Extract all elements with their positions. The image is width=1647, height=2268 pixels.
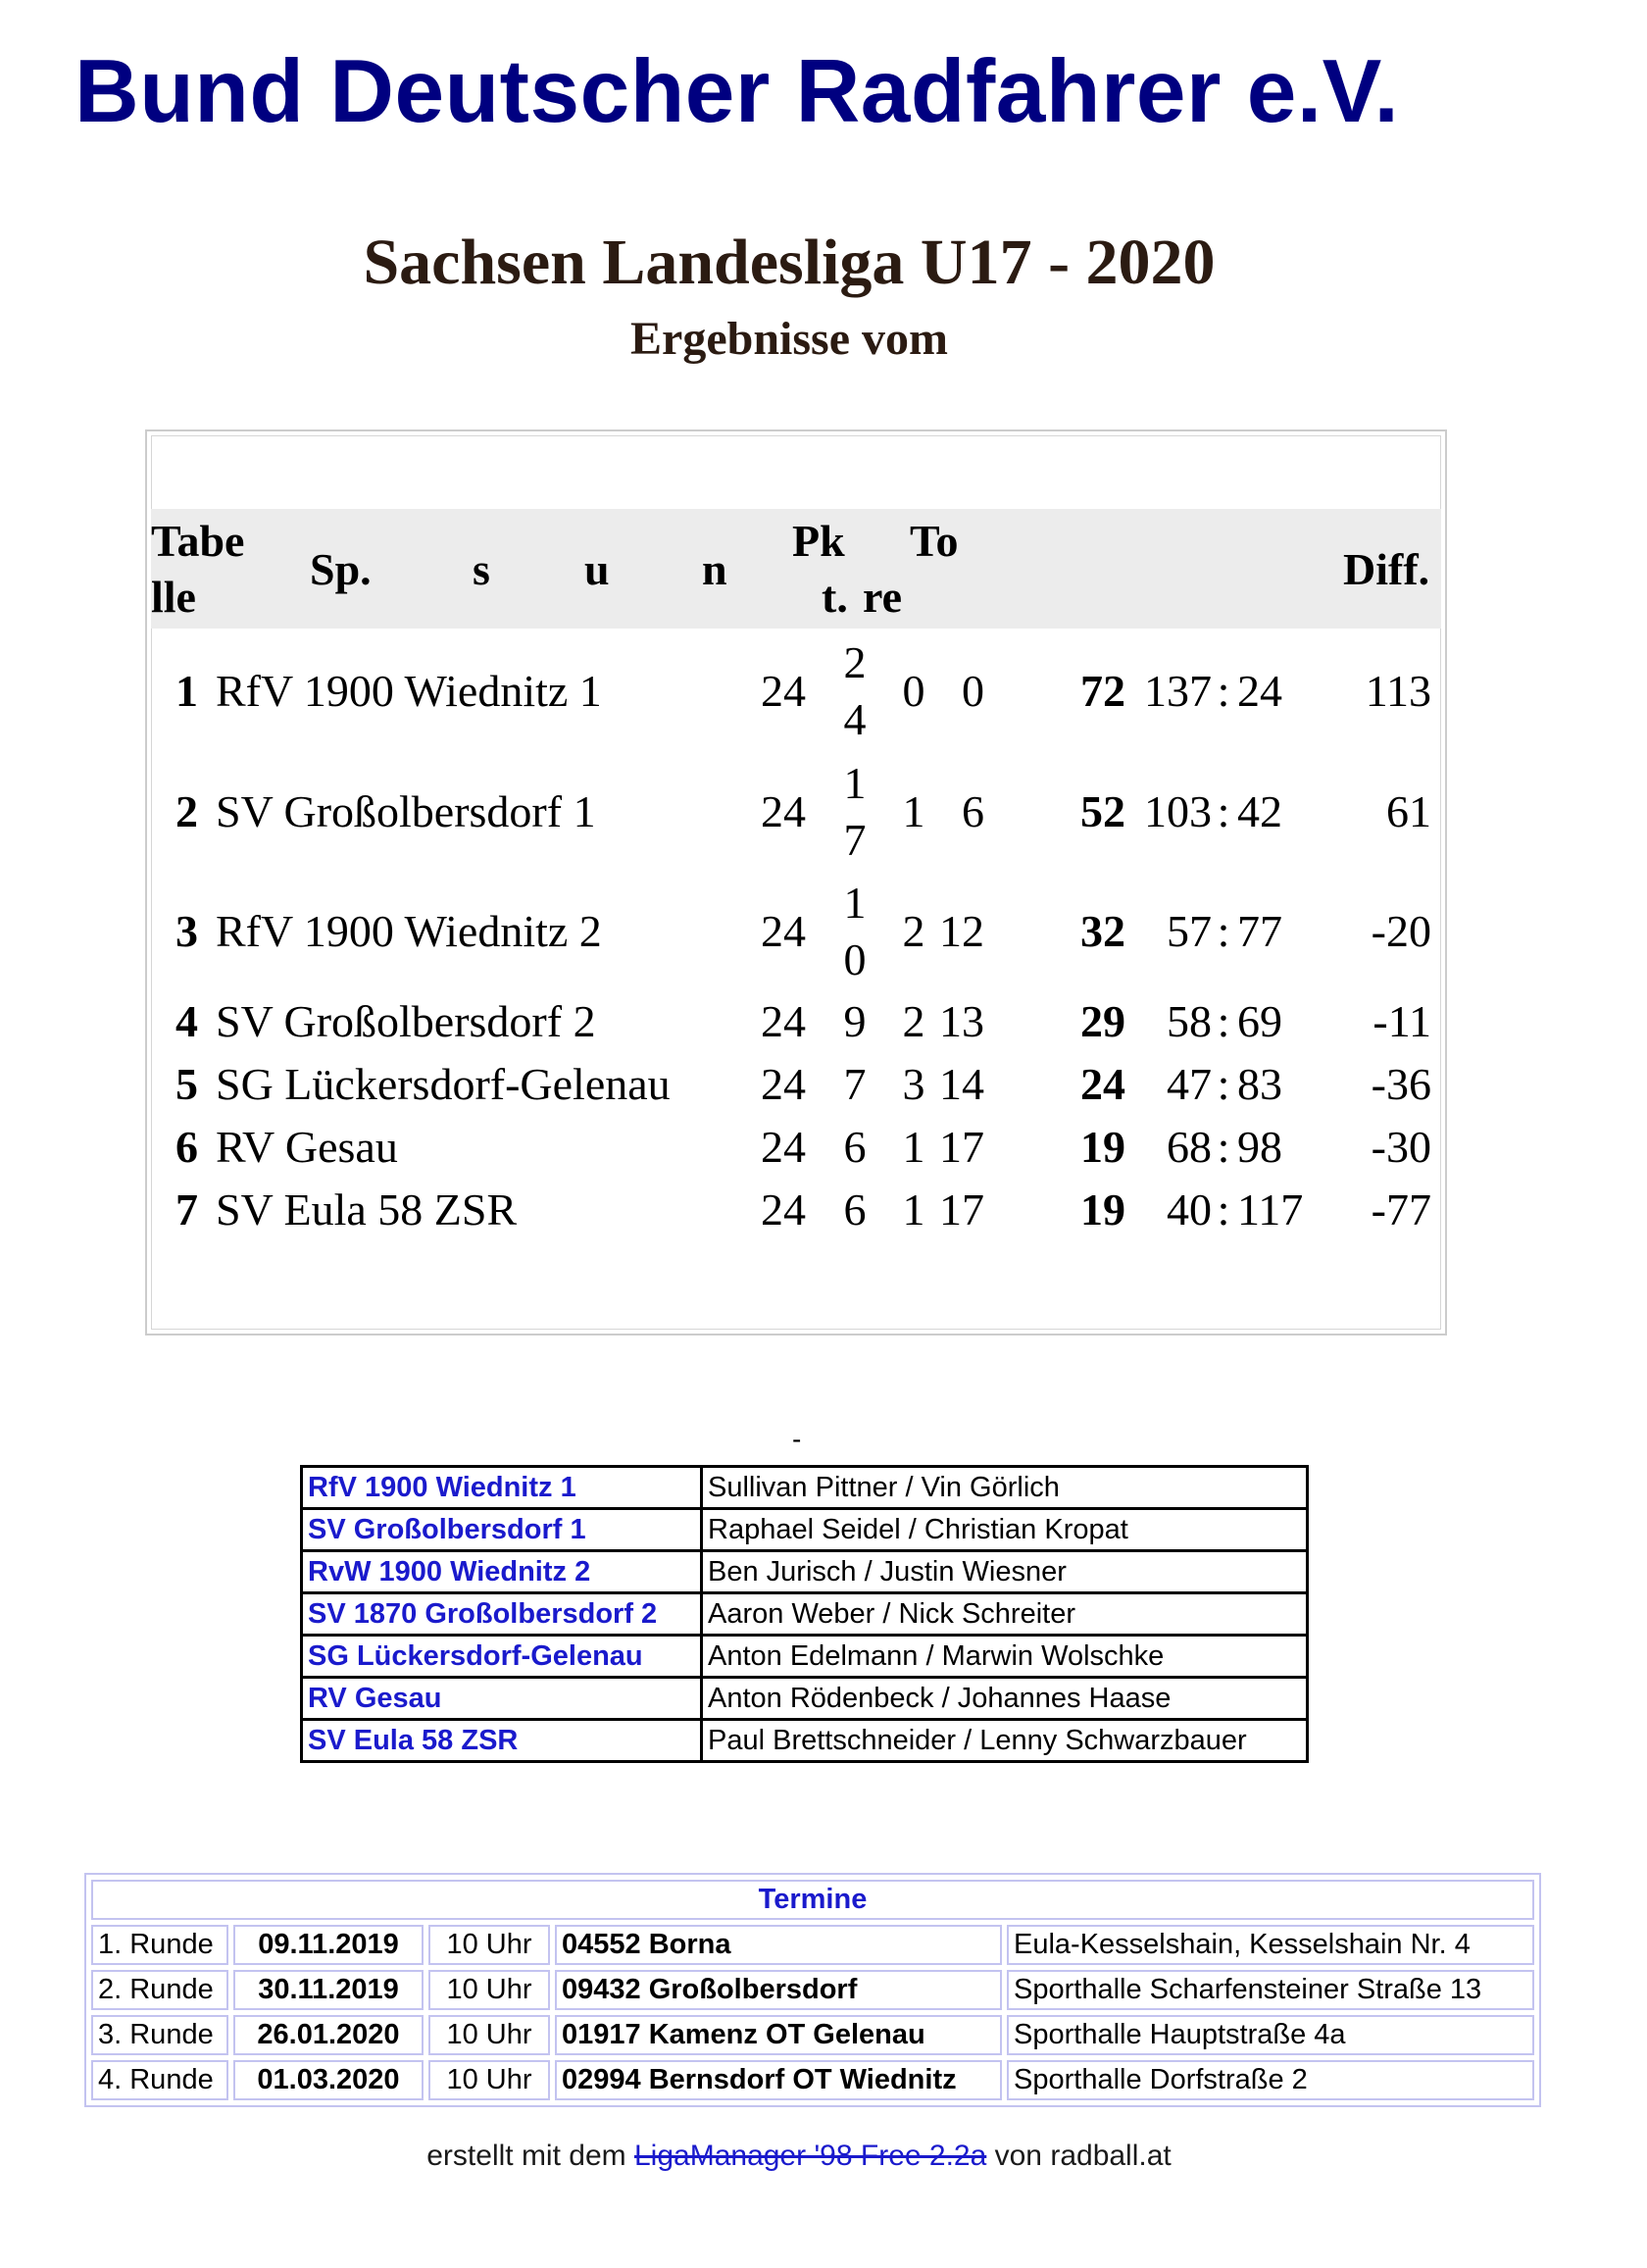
- row-3-rank: 3: [175, 906, 198, 956]
- league-title: Sachsen Landesliga U17 - 2020: [363, 227, 1216, 298]
- roster-players: Raphael Seidel / Christian Kropat: [702, 1509, 1308, 1551]
- row-1-sp: 24: [761, 666, 806, 716]
- row-4-sep: :: [1217, 996, 1230, 1046]
- footer-suffix: von radball.at: [994, 2140, 1172, 2172]
- roster-row: [302, 1551, 1308, 1593]
- row-5-sp: 24: [761, 1059, 806, 1109]
- results-subtitle: Ergebnisse vom: [630, 313, 948, 365]
- row-7-goals-against: 117: [1237, 1184, 1304, 1235]
- row-1-u: 0: [902, 666, 925, 716]
- row-7-n: 17: [939, 1184, 984, 1235]
- row-2-s-2: 7: [843, 815, 867, 865]
- row-1-goals-for: 137: [1144, 666, 1212, 716]
- termine-city: 02994 Bernsdorf OT Wiednitz: [555, 2060, 1002, 2100]
- roster-row: [302, 1593, 1308, 1636]
- termine-caption: Termine: [91, 1880, 1534, 1920]
- termine-venue: Sporthalle Hauptstraße 4a: [1007, 2015, 1534, 2055]
- row-7-s: 6: [843, 1184, 867, 1235]
- termine-date: 09.11.2019: [233, 1925, 424, 1965]
- row-3-pkt: 32: [1080, 906, 1125, 956]
- row-2-team: SV Großolbersdorf 1: [216, 786, 596, 836]
- roster-row: [302, 1467, 1308, 1509]
- termine-city: 04552 Borna: [555, 1925, 1002, 1965]
- row-3-u: 2: [902, 906, 925, 956]
- header-sp: Sp.: [310, 544, 372, 594]
- row-7-goals-for: 40: [1167, 1184, 1212, 1235]
- roster-players: Paul Brettschneider / Lenny Schwarzbauer: [702, 1720, 1308, 1762]
- row-2-diff: 61: [1386, 786, 1431, 836]
- row-1-sep: :: [1217, 666, 1230, 716]
- row-4-pkt: 29: [1080, 996, 1125, 1046]
- org-title: Bund Deutscher Radfahrer e.V.: [75, 42, 1400, 141]
- row-7-pkt: 19: [1080, 1184, 1125, 1235]
- termine-venue: Eula-Kesselshain, Kesselshain Nr. 4: [1007, 1925, 1534, 1965]
- header-pkt-1: Pk: [792, 516, 845, 566]
- row-5-s: 7: [843, 1059, 867, 1109]
- row-5-sep: :: [1217, 1059, 1230, 1109]
- row-5-goals-against: 83: [1237, 1059, 1282, 1109]
- termine-city: 01917 Kamenz OT Gelenau: [555, 2015, 1002, 2055]
- header-pkt-2: t.: [822, 572, 848, 622]
- row-1-team: RfV 1900 Wiednitz 1: [216, 666, 602, 716]
- roster-row: [302, 1720, 1308, 1762]
- row-3-goals-against: 77: [1237, 906, 1282, 956]
- row-4-u: 2: [902, 996, 925, 1046]
- termine-row: [91, 2060, 1534, 2100]
- row-2-rank: 2: [175, 786, 198, 836]
- roster-players: Aaron Weber / Nick Schreiter: [702, 1593, 1308, 1636]
- row-4-sp: 24: [761, 996, 806, 1046]
- termine-date: 30.11.2019: [233, 1970, 424, 2010]
- row-2-pkt: 52: [1080, 786, 1125, 836]
- header-n: n: [702, 544, 727, 594]
- row-3-s-2: 0: [843, 934, 867, 984]
- row-4-diff: -11: [1372, 996, 1431, 1046]
- row-7-team: SV Eula 58 ZSR: [216, 1184, 518, 1235]
- termine-round: 1. Runde: [91, 1925, 228, 1965]
- row-2-sp: 24: [761, 786, 806, 836]
- row-1-n: 0: [962, 666, 984, 716]
- row-1-s-1: 2: [843, 637, 867, 687]
- roster-team: SV 1870 Großolbersdorf 2: [302, 1593, 702, 1636]
- header-s: s: [473, 544, 490, 594]
- row-6-goals-against: 98: [1237, 1122, 1282, 1172]
- row-3-sp: 24: [761, 906, 806, 956]
- row-3-diff: -20: [1371, 906, 1431, 956]
- roster-dash: -: [792, 1424, 802, 1454]
- header-tabelle-1: Tabe: [151, 516, 245, 566]
- termine-time: 10 Uhr: [428, 2015, 550, 2055]
- roster-team: SV Großolbersdorf 1: [302, 1509, 702, 1551]
- roster-team: RV Gesau: [302, 1678, 702, 1720]
- footer-prefix: erstellt mit dem: [426, 2140, 626, 2172]
- roster-team: SG Lückersdorf-Gelenau: [302, 1636, 702, 1678]
- roster-players: Anton Rödenbeck / Johannes Haase: [702, 1678, 1308, 1720]
- row-3-goals-for: 57: [1167, 906, 1212, 956]
- header-tore-1: To: [910, 516, 959, 566]
- termine-city: 09432 Großolbersdorf: [555, 1970, 1002, 2010]
- row-4-goals-against: 69: [1237, 996, 1282, 1046]
- termine-row: [91, 2015, 1534, 2055]
- row-6-sep: :: [1217, 1122, 1230, 1172]
- row-6-rank: 6: [175, 1122, 198, 1172]
- roster-row: [302, 1509, 1308, 1551]
- row-7-sp: 24: [761, 1184, 806, 1235]
- termine-round: 4. Runde: [91, 2060, 228, 2100]
- roster-table: [300, 1465, 1309, 1763]
- row-6-diff: -30: [1371, 1122, 1431, 1172]
- ligamanager-link[interactable]: LigaManager '98 Free 2.2a: [633, 2140, 987, 2172]
- row-2-goals-against: 42: [1237, 786, 1282, 836]
- row-5-diff: -36: [1371, 1059, 1431, 1109]
- roster-players: Anton Edelmann / Marwin Wolschke: [702, 1636, 1308, 1678]
- row-7-diff: -77: [1371, 1184, 1431, 1235]
- row-7-rank: 7: [175, 1184, 198, 1235]
- row-6-pkt: 19: [1080, 1122, 1125, 1172]
- row-6-sp: 24: [761, 1122, 806, 1172]
- termine-venue: Sporthalle Dorfstraße 2: [1007, 2060, 1534, 2100]
- row-3-sep: :: [1217, 906, 1230, 956]
- termine-row: [91, 1925, 1534, 1965]
- footer: [0, 2140, 1598, 2173]
- row-5-goals-for: 47: [1167, 1059, 1212, 1109]
- roster-team: RfV 1900 Wiednitz 1: [302, 1467, 702, 1509]
- termine-round: 2. Runde: [91, 1970, 228, 2010]
- row-7-sep: :: [1217, 1184, 1230, 1235]
- row-1-rank: 1: [175, 666, 198, 716]
- row-6-s: 6: [843, 1122, 867, 1172]
- row-5-n: 14: [939, 1059, 984, 1109]
- termine-venue: Sporthalle Scharfensteiner Straße 13: [1007, 1970, 1534, 2010]
- row-3-team: RfV 1900 Wiednitz 2: [216, 906, 602, 956]
- row-1-diff: 113: [1365, 666, 1431, 716]
- row-5-u: 3: [902, 1059, 925, 1109]
- roster-players: Ben Jurisch / Justin Wiesner: [702, 1551, 1308, 1593]
- row-6-goals-for: 68: [1167, 1122, 1212, 1172]
- termine-time: 10 Uhr: [428, 1970, 550, 2010]
- row-1-goals-against: 24: [1237, 666, 1282, 716]
- row-2-u: 1: [902, 786, 925, 836]
- row-2-goals-for: 103: [1144, 786, 1212, 836]
- roster-players: Sullivan Pittner / Vin Görlich: [702, 1467, 1308, 1509]
- row-4-team: SV Großolbersdorf 2: [216, 996, 596, 1046]
- row-4-n: 13: [939, 996, 984, 1046]
- row-3-n: 12: [939, 906, 984, 956]
- termine-row: [91, 1970, 1534, 2010]
- row-1-s-2: 4: [843, 694, 867, 744]
- row-6-team: RV Gesau: [216, 1122, 398, 1172]
- row-2-sep: :: [1217, 786, 1230, 836]
- termine-time: 10 Uhr: [428, 2060, 550, 2100]
- row-3-s-1: 1: [843, 878, 867, 928]
- header-tabelle-2: lle: [151, 572, 196, 622]
- row-4-s: 9: [843, 996, 867, 1046]
- row-5-team: SG Lückersdorf-Gelenau: [216, 1059, 671, 1109]
- row-4-goals-for: 58: [1167, 996, 1212, 1046]
- termine-date: 26.01.2020: [233, 2015, 424, 2055]
- termine-date: 01.03.2020: [233, 2060, 424, 2100]
- header-diff: Diff.: [1343, 544, 1430, 594]
- roster-team: SV Eula 58 ZSR: [302, 1720, 702, 1762]
- row-6-u: 1: [902, 1122, 925, 1172]
- roster-row: [302, 1678, 1308, 1720]
- row-1-pkt: 72: [1080, 666, 1125, 716]
- row-4-rank: 4: [175, 996, 198, 1046]
- row-6-n: 17: [939, 1122, 984, 1172]
- row-5-rank: 5: [175, 1059, 198, 1109]
- header-u: u: [584, 544, 610, 594]
- row-7-u: 1: [902, 1184, 925, 1235]
- termine-table: [84, 1873, 1541, 2107]
- termine-time: 10 Uhr: [428, 1925, 550, 1965]
- row-2-s-1: 1: [843, 758, 867, 808]
- header-tore-2: re: [863, 572, 903, 622]
- termine-round: 3. Runde: [91, 2015, 228, 2055]
- row-2-n: 6: [962, 786, 984, 836]
- roster-row: [302, 1636, 1308, 1678]
- row-5-pkt: 24: [1080, 1059, 1125, 1109]
- roster-team: RvW 1900 Wiednitz 2: [302, 1551, 702, 1593]
